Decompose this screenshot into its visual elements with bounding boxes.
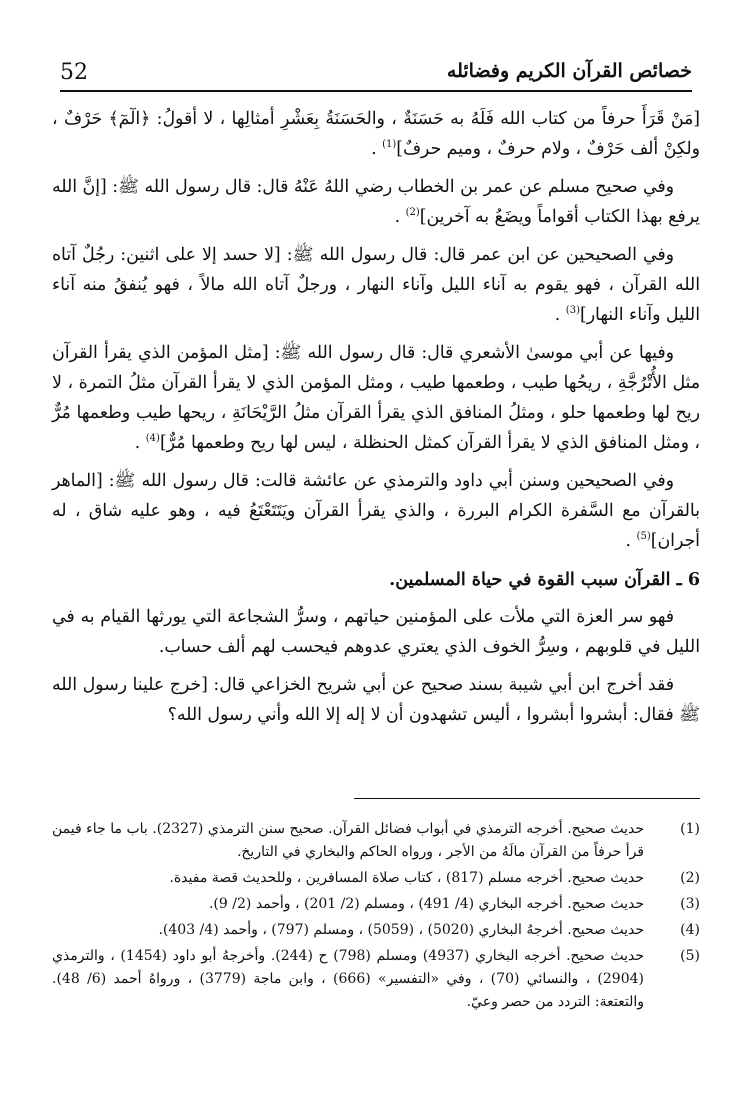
paragraph-body-1: فهو سر العزة التي ملأت على المؤمنين حياتهم ، وسرُّ الشجاعة التي يورثها القيام به في الليل في قلوبهم ، وسِرُّ الخوف الذي يعتري عدوهم فيحسب لهم ألف حساب.: [52, 607, 700, 657]
footnote-ref[interactable]: (1): [382, 139, 397, 151]
footnote: [52, 867, 700, 890]
footnote-number: (4): [680, 922, 700, 938]
page-number: 52: [60, 60, 88, 85]
footnote-ref[interactable]: (4): [145, 433, 160, 445]
footnote-ref[interactable]: (5): [636, 531, 651, 543]
footnote-ref[interactable]: (3): [565, 305, 580, 317]
footnote-text: حديث صحيح. أخرجهُ البخاري (5020) ، (5059) ، ومسلم (797) ، وأحمد (4/ 403).: [158, 922, 644, 938]
footnotes: [52, 818, 700, 1017]
section-title: 6 ـ القرآن سبب القوة في حياة المسلمين.: [389, 570, 700, 590]
footnote: [52, 893, 700, 916]
running-title: خصائص القرآن الكريم وفضائله: [446, 60, 692, 82]
footnote-rule: [354, 798, 700, 799]
footnote-number: (2): [680, 870, 700, 886]
footnote-text: حديث صحيح. أخرجه مسلم (817) ، كتاب صلاة المسافرين ، وللحديث قصة مفيدة.: [169, 870, 644, 886]
footnote-ref[interactable]: (2): [405, 207, 420, 219]
footnote-text: حديث صحيح. أخرجه الترمذي في أبواب فضائل القرآن. صحيح سنن الترمذي (2327). باب ما جاء فيمن قرأ حرفاً من القرآن مالَهُ من الأجر ، ورواه الحاكم والبخاري في التاريخ.: [52, 821, 645, 860]
paragraph-hadith-3: وفي الصحيحين عن ابن عمر قال: قال رسول الله ﷺ: [لا حسد إلا على اثنين: رجُلٌ آتاه الله القرآن ، فهو يقوم به آناء الليل وآناء النهار ، ورجلٌ آتاه الله مالاً ، فهو يُنفقُ منه آناء الليل وآناء النهار]$^{(3)}$ .: [52, 245, 700, 325]
footnote-number: (1): [680, 821, 700, 837]
paragraph-hadith-4: وفيها عن أبي موسىٰ الأشعري قال: قال رسول الله ﷺ: [مثل المؤمن الذي يقرأ القرآن مثل الأُتْرُجَّةِ ، ريحُها طيب ، وطعمها طيب ، ومثل المؤمن الذي لا يقرأ القرآن مثلُ التمرة ، لا ريح لها وطعمها حلو ، ومثلُ المنافق الذي يقرأ القرآن مثلُ الرَّيْحَانَةِ ، ريحها طيب وطعمها مُرٌّ ، ومثل المنافق الذي لا يقرأ القرآن كمثل الحنظلة ، ليس لها ريح وطعمها مُرٌّ]$^{(4)}$ .: [52, 343, 700, 453]
footnote: [52, 945, 700, 1014]
footnote-number: (5): [680, 948, 700, 964]
paragraph-body-2: فقد أخرج ابن أبي شيبة بسند صحيح عن أبي شريح الخزاعي قال: [خرج علينا رسول الله ﷺ فقال: أبشروا أبشروا ، أليس تشهدون أن لا إله إلا الله وأني رسول الله؟: [52, 675, 700, 725]
page-header: [60, 58, 692, 92]
paragraph-hadith-5: وفي الصحيحين وسنن أبي داود والترمذي عن عائشة قالت: قال رسول الله ﷺ: [الماهر بالقرآن مع السَّفرة الكرام البررة ، والذي يقرأ القرآن ويَتَتَعْتَعُ فيه ، وهو عليه شاق ، له أجران]$^{(5)}$ .: [52, 471, 700, 551]
footnote-text: حديث صحيح. أخرجه البخاري (4937) ومسلم (798) ح (244). وأخرجهُ أبو داود (1454) ، والترمذي (2904) ، والنسائي (70) ، وفي «التفسير» (666) ، وابن ماجة (3779) ، ورواهُ أحمد (6/ 48). والتعتعة: التردد من حصر وعيّ.: [52, 948, 644, 1010]
footnote: [52, 919, 700, 942]
header-rule: [60, 90, 692, 92]
paragraph-hadith-1: [مَنْ قَرَأَ حرفاً من كتاب الله فَلَهُ به حَسَنَةٌ ، والحَسَنَةُ بِعَشْرِ أمثالِها ، لا أقولُ: ﴿الٓمٓ﴾ حَرْفٌ ، ولكِنْ ألف حَرْفٌ ، ولام حرفٌ ، وميم حرفٌ]$^{(1)}$ .: [52, 109, 700, 159]
paragraph-hadith-2: وفي صحيح مسلم عن عمر بن الخطاب رضي اللهُ عَنْهُ قال: قال رسول الله ﷺ: [إنَّ الله يرفع بهذا الكتاب أقواماً ويضَعُ به آخرين]$^{(2)}$ .: [52, 177, 700, 227]
footnote-text: حديث صحيح. أخرجه البخاري (4/ 491) ، ومسلم (2/ 201) ، وأحمد (2/ 9).: [208, 896, 644, 912]
footnote: [52, 818, 700, 864]
footnote-number: (3): [680, 896, 700, 912]
main-text: [52, 104, 700, 738]
